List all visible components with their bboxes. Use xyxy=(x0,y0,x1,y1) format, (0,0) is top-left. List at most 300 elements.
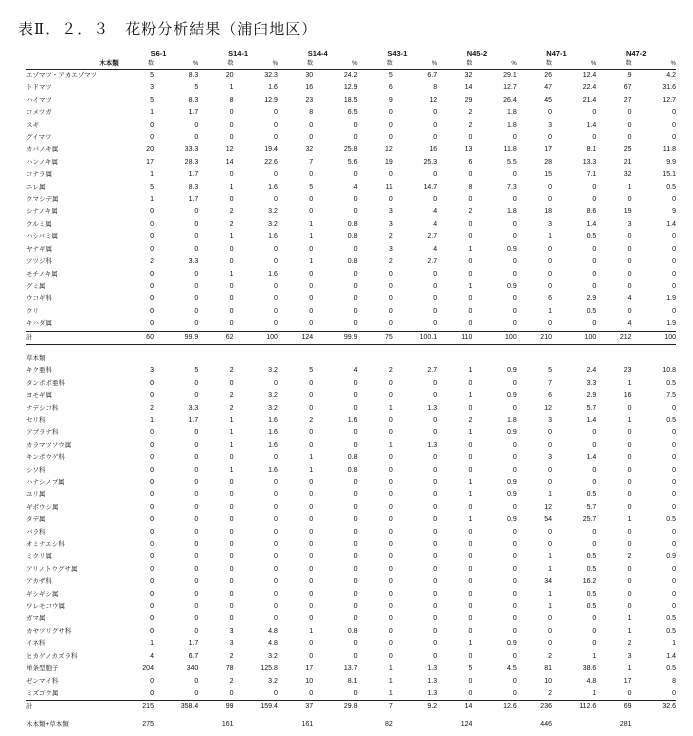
percent-cell: 0 xyxy=(672,541,676,549)
percent-cell: 0 xyxy=(672,503,676,511)
percent-cell: 5.6 xyxy=(347,158,358,166)
count-cell: 0 xyxy=(468,652,473,660)
percent-cell: 12.7 xyxy=(503,84,517,92)
count-cell: 28 xyxy=(544,158,552,166)
count-cell: 0 xyxy=(229,590,234,598)
percent-cell: 0.5 xyxy=(666,615,676,623)
count-cell: 0 xyxy=(309,392,314,400)
percent-cell: 0 xyxy=(592,627,597,635)
tree-row xyxy=(26,132,676,144)
tree-row xyxy=(26,219,676,231)
count-cell: 0 xyxy=(229,320,234,328)
count-cell: 4 xyxy=(150,652,154,660)
count-cell: 0 xyxy=(627,466,632,474)
percent-cell: 0 xyxy=(433,516,438,524)
count-cell: 1 xyxy=(229,429,234,437)
count-cell: 0 xyxy=(548,541,552,549)
count-cell: 3 xyxy=(548,454,552,462)
count-cell: 10 xyxy=(305,677,314,685)
count-cell: 1 xyxy=(468,367,473,375)
count-cell: 1 xyxy=(388,677,393,685)
count-cell: 0 xyxy=(309,245,314,253)
percent-cell: 3.2 xyxy=(268,404,278,412)
unit-header-row xyxy=(26,59,676,70)
count-cell: 0 xyxy=(309,541,314,549)
count-cell: 0 xyxy=(309,503,314,511)
count-cell: 0 xyxy=(627,270,632,278)
percent-cell: 7.1 xyxy=(586,171,597,179)
percent-cell: 0 xyxy=(672,196,676,204)
taxon-name: ウコギ科 xyxy=(26,295,52,303)
count-cell: 0 xyxy=(150,429,154,437)
count-cell: 2 xyxy=(309,416,314,424)
count-cell: 0 xyxy=(388,590,393,598)
percent-cell: 1.6 xyxy=(268,84,278,92)
taxon-name: ハシバミ属 xyxy=(26,233,59,241)
count-cell: 0 xyxy=(388,196,393,204)
percent-cell: 22.4 xyxy=(582,84,597,92)
percent-cell xyxy=(552,714,596,736)
count-cell: 1 xyxy=(548,307,552,315)
percent-label: % xyxy=(552,59,596,70)
count-cell: 0 xyxy=(468,615,473,623)
percent-cell: 0 xyxy=(353,640,358,648)
count-cell: 17 xyxy=(305,665,314,673)
count-cell: 0 xyxy=(388,134,393,142)
percent-cell: 4 xyxy=(433,208,438,216)
percent-cell: 0 xyxy=(512,258,517,266)
taxon-name: スギ xyxy=(26,121,39,129)
count-cell: 0 xyxy=(627,491,632,499)
tree-row xyxy=(26,82,676,94)
count-cell: 0 xyxy=(468,171,473,179)
percent-cell xyxy=(393,714,437,736)
percent-cell: 0 xyxy=(592,196,597,204)
percent-cell: 18.5 xyxy=(343,96,358,104)
percent-cell: 1.3 xyxy=(427,404,438,412)
count-cell: 0 xyxy=(468,677,473,685)
grand-total-row xyxy=(26,714,676,736)
tree-section-header: 木本類 xyxy=(26,59,119,70)
count-cell: 45 xyxy=(544,96,552,104)
count-cell: 0 xyxy=(229,603,234,611)
count-cell: 1 xyxy=(627,379,632,387)
count-cell: 7 xyxy=(548,379,552,387)
percent-cell: 0 xyxy=(672,565,676,573)
percent-cell: 8 xyxy=(672,677,676,685)
count-cell: 16 xyxy=(623,392,632,400)
taxon-name: キク亜科 xyxy=(26,367,52,375)
herb-row xyxy=(26,576,676,588)
percent-cell: 0 xyxy=(353,689,358,697)
count-cell: 0 xyxy=(309,429,314,437)
percent-cell: 0 xyxy=(194,627,199,635)
count-cell: 161 xyxy=(221,720,234,728)
count-cell: 0 xyxy=(627,196,632,204)
count-cell: 2 xyxy=(388,367,393,375)
count-cell: 0 xyxy=(150,208,154,216)
count-cell: 0 xyxy=(548,258,552,266)
count-cell: 2 xyxy=(468,416,473,424)
percent-cell: 11.8 xyxy=(662,146,676,154)
percent-cell: 11.8 xyxy=(503,146,517,154)
count-cell: 0 xyxy=(548,640,552,648)
count-cell: 17 xyxy=(146,158,154,166)
percent-cell: 0 xyxy=(512,689,517,697)
count-cell: 0 xyxy=(388,528,393,536)
tree-row xyxy=(26,293,676,305)
percent-cell: 1.6 xyxy=(268,270,278,278)
percent-cell: 0.8 xyxy=(347,258,358,266)
percent-cell: 0 xyxy=(592,441,597,449)
herb-row xyxy=(26,589,676,601)
percent-cell: 4 xyxy=(433,220,438,228)
count-cell: 0 xyxy=(150,603,154,611)
percent-cell: 0 xyxy=(512,677,517,685)
percent-cell: 0 xyxy=(194,429,199,437)
percent-cell: 0.9 xyxy=(506,367,517,375)
percent-cell: 1.6 xyxy=(268,233,278,241)
herb-row xyxy=(26,403,676,415)
percent-cell: 0 xyxy=(274,590,278,598)
percent-cell: 0 xyxy=(274,245,278,253)
count-cell: 2 xyxy=(150,404,154,412)
count-cell: 3 xyxy=(548,220,552,228)
percent-cell: 0 xyxy=(512,603,517,611)
taxon-name: グミ属 xyxy=(26,282,46,290)
count-cell: 0 xyxy=(548,615,552,623)
percent-cell: 0.8 xyxy=(347,454,358,462)
count-cell: 0 xyxy=(468,590,473,598)
count-cell: 0 xyxy=(309,603,314,611)
percent-cell: 0 xyxy=(194,615,199,623)
percent-cell: 0 xyxy=(512,553,517,561)
count-label: 数 xyxy=(596,59,631,70)
percent-cell: 100 xyxy=(552,331,596,344)
count-cell: 0 xyxy=(468,404,473,412)
count-cell: 1 xyxy=(229,416,234,424)
corner-cell xyxy=(26,48,119,59)
percent-cell: 0 xyxy=(274,295,278,303)
herb-row xyxy=(26,539,676,551)
count-cell: 0 xyxy=(309,379,314,387)
percent-cell: 9 xyxy=(672,208,676,216)
taxon-name: イネ科 xyxy=(26,640,46,648)
count-cell: 1 xyxy=(548,553,552,561)
percent-cell: 1.7 xyxy=(188,416,199,424)
percent-cell: 0 xyxy=(512,615,517,623)
count-cell: 3 xyxy=(388,245,393,253)
percent-cell: 0 xyxy=(353,590,358,598)
percent-cell: 3.3 xyxy=(188,258,199,266)
percent-cell: 0.5 xyxy=(586,565,597,573)
count-cell: 3 xyxy=(627,652,632,660)
percent-cell: 0.5 xyxy=(666,379,676,387)
count-cell: 3 xyxy=(229,640,234,648)
count-cell: 0 xyxy=(468,379,473,387)
count-cell: 6 xyxy=(548,295,552,303)
count-cell: 2 xyxy=(229,208,234,216)
count-cell: 0 xyxy=(229,541,234,549)
count-cell: 0 xyxy=(468,441,473,449)
count-cell: 0 xyxy=(150,491,154,499)
count-cell: 0 xyxy=(309,615,314,623)
percent-cell: 0 xyxy=(194,553,199,561)
percent-cell: 0 xyxy=(274,379,278,387)
percent-cell: 99.9 xyxy=(313,331,357,344)
count-cell: 1 xyxy=(627,416,632,424)
count-cell: 0 xyxy=(309,441,314,449)
count-cell: 0 xyxy=(627,233,632,241)
count-cell: 0 xyxy=(229,454,234,462)
percent-cell: 0 xyxy=(274,503,278,511)
count-cell: 32 xyxy=(623,171,632,179)
percent-cell: 0.5 xyxy=(666,416,676,424)
count-cell: 0 xyxy=(627,404,632,412)
count-cell: 7 xyxy=(358,701,393,714)
site-label: N47-1 xyxy=(546,49,567,58)
count-cell: 1 xyxy=(229,270,234,278)
herb-row xyxy=(26,365,676,377)
count-cell: 1 xyxy=(627,183,632,191)
taxon-name: ユリ属 xyxy=(26,491,46,499)
count-cell: 0 xyxy=(309,404,314,412)
count-cell: 5 xyxy=(388,72,393,79)
percent-cell: 0 xyxy=(592,245,597,253)
count-cell: 67 xyxy=(623,84,632,92)
count-cell: 0 xyxy=(388,109,393,117)
count-cell: 5 xyxy=(309,183,314,191)
taxon-name: キハダ属 xyxy=(26,320,52,328)
page-title: 表Ⅱ．２．３ 花粉分析結果（浦臼地区） xyxy=(18,20,318,38)
percent-cell: 0 xyxy=(353,491,358,499)
percent-cell: 0 xyxy=(274,578,278,586)
count-cell: 0 xyxy=(468,603,473,611)
count-cell: 3 xyxy=(548,121,552,129)
taxon-name: ワレモコウ属 xyxy=(26,603,65,611)
count-cell: 60 xyxy=(119,331,154,344)
percent-cell: 16.2 xyxy=(582,578,597,586)
count-cell: 0 xyxy=(388,429,393,437)
herb-total-row xyxy=(26,701,676,714)
count-cell: 0 xyxy=(150,677,154,685)
herb-row xyxy=(26,427,676,439)
count-cell: 99 xyxy=(198,701,233,714)
percent-cell: 0 xyxy=(512,454,517,462)
tree-row xyxy=(26,144,676,156)
tree-row xyxy=(26,107,676,119)
percent-cell: 0 xyxy=(433,171,438,179)
count-cell: 1 xyxy=(468,392,473,400)
count-cell: 1 xyxy=(388,404,393,412)
count-cell: 2 xyxy=(468,121,473,129)
count-cell: 0 xyxy=(468,258,473,266)
tree-row xyxy=(26,157,676,169)
percent-cell: 0 xyxy=(592,258,597,266)
count-cell: 2 xyxy=(229,677,234,685)
percent-cell xyxy=(313,714,357,736)
percent-cell: 29.1 xyxy=(503,72,517,79)
count-cell: 1 xyxy=(229,466,234,474)
count-label: 数 xyxy=(198,59,233,70)
count-cell: 0 xyxy=(309,208,314,216)
herb-row xyxy=(26,502,676,514)
percent-cell: 0 xyxy=(274,258,278,266)
percent-cell: 0 xyxy=(353,282,358,290)
count-cell: 0 xyxy=(388,392,393,400)
percent-cell: 9.9 xyxy=(666,158,676,166)
percent-cell: 1.4 xyxy=(586,220,597,228)
count-cell: 1 xyxy=(309,258,314,266)
percent-cell: 0 xyxy=(433,295,438,303)
count-cell: 1 xyxy=(309,627,314,635)
percent-label: % xyxy=(234,59,278,70)
percent-cell xyxy=(154,714,198,736)
count-cell: 0 xyxy=(627,541,632,549)
percent-cell: 10.8 xyxy=(662,367,676,375)
count-cell: 0 xyxy=(388,603,393,611)
count-cell: 1 xyxy=(548,491,552,499)
count-cell: 0 xyxy=(309,270,314,278)
count-label: 数 xyxy=(278,59,313,70)
percent-cell: 0 xyxy=(433,416,438,424)
count-cell: 0 xyxy=(468,689,473,697)
taxon-name: ゼンマイ科 xyxy=(26,677,59,685)
count-cell: 0 xyxy=(388,379,393,387)
percent-cell: 12.6 xyxy=(472,701,516,714)
percent-cell: 1.7 xyxy=(188,196,199,204)
count-cell: 0 xyxy=(150,441,154,449)
count-cell: 0 xyxy=(548,134,552,142)
percent-cell: 0 xyxy=(194,233,199,241)
count-cell: 0 xyxy=(627,528,632,536)
tree-row xyxy=(26,256,676,268)
count-cell: 446 xyxy=(540,720,552,728)
count-cell: 0 xyxy=(150,121,154,129)
percent-cell: 7.5 xyxy=(666,392,676,400)
percent-cell: 5.7 xyxy=(586,404,597,412)
count-cell: 0 xyxy=(627,565,632,573)
herb-row xyxy=(26,477,676,489)
percent-cell: 0 xyxy=(353,603,358,611)
count-cell: 0 xyxy=(388,270,393,278)
count-cell: 0 xyxy=(309,528,314,536)
percent-cell: 0 xyxy=(274,615,278,623)
count-label: 数 xyxy=(437,59,472,70)
blank-cell xyxy=(119,353,676,365)
count-cell: 1 xyxy=(548,233,552,241)
percent-cell: 1.8 xyxy=(506,121,517,129)
percent-cell: 32.6 xyxy=(632,701,676,714)
count-cell: 81 xyxy=(544,665,552,673)
percent-cell: 0 xyxy=(512,196,517,204)
percent-cell: 0 xyxy=(194,379,199,387)
percent-cell: 0 xyxy=(274,134,278,142)
percent-cell: 0 xyxy=(194,603,199,611)
percent-cell: 0 xyxy=(194,392,199,400)
count-cell: 0 xyxy=(548,282,552,290)
count-cell: 0 xyxy=(388,578,393,586)
taxon-name: ハイマツ xyxy=(26,96,52,104)
count-cell: 1 xyxy=(229,233,234,241)
percent-cell: 1.4 xyxy=(586,416,597,424)
count-cell: 281 xyxy=(619,720,632,728)
herb-section-header: 草本類 xyxy=(26,354,46,362)
percent-cell: 0 xyxy=(194,121,199,129)
taxon-name: ガマ属 xyxy=(26,615,46,623)
herb-row xyxy=(26,415,676,427)
count-cell: 0 xyxy=(229,171,234,179)
percent-cell: 0 xyxy=(274,171,278,179)
percent-cell: 0 xyxy=(274,491,278,499)
percent-cell: 0 xyxy=(274,528,278,536)
count-label: 数 xyxy=(119,59,154,70)
percent-cell: 0 xyxy=(672,578,676,586)
percent-cell: 0 xyxy=(592,134,597,142)
count-cell: 0 xyxy=(309,196,314,204)
count-cell: 0 xyxy=(150,541,154,549)
count-cell: 1 xyxy=(150,416,154,424)
count-cell: 0 xyxy=(388,652,393,660)
percent-cell: 2.9 xyxy=(586,295,597,303)
count-cell: 54 xyxy=(544,516,552,524)
percent-cell: 19.4 xyxy=(264,146,278,154)
herb-row xyxy=(26,564,676,576)
count-cell: 0 xyxy=(309,171,314,179)
count-cell: 124 xyxy=(278,331,313,344)
percent-cell: 32.3 xyxy=(264,72,278,79)
count-cell: 0 xyxy=(388,553,393,561)
count-cell: 0 xyxy=(468,134,473,142)
percent-cell: 0 xyxy=(274,109,278,117)
percent-cell: 13.3 xyxy=(582,158,597,166)
percent-cell: 0 xyxy=(672,404,676,412)
percent-cell: 0.5 xyxy=(586,307,597,315)
percent-cell: 0 xyxy=(592,466,597,474)
percent-cell: 0 xyxy=(194,590,199,598)
percent-cell: 0 xyxy=(512,503,517,511)
percent-cell: 0 xyxy=(433,565,438,573)
count-cell: 0 xyxy=(388,320,393,328)
percent-cell: 0 xyxy=(512,171,517,179)
percent-cell: 25.3 xyxy=(423,158,438,166)
percent-cell: 4 xyxy=(353,367,358,375)
count-cell: 18 xyxy=(544,208,552,216)
percent-cell: 0 xyxy=(433,627,438,635)
percent-cell: 0 xyxy=(512,307,517,315)
count-cell: 4 xyxy=(627,320,632,328)
percent-cell: 0 xyxy=(512,404,517,412)
percent-cell: 0 xyxy=(274,307,278,315)
count-cell: 34 xyxy=(544,578,552,586)
percent-cell: 0 xyxy=(274,553,278,561)
count-cell: 0 xyxy=(548,479,552,486)
taxon-name: キンポウゲ科 xyxy=(26,454,65,462)
percent-cell: 3.3 xyxy=(586,379,597,387)
percent-cell: 0 xyxy=(353,208,358,216)
count-cell: 0 xyxy=(150,320,154,328)
count-cell: 1 xyxy=(548,565,552,573)
count-cell: 0 xyxy=(150,307,154,315)
percent-cell: 1.4 xyxy=(586,121,597,129)
count-cell: 1 xyxy=(468,640,473,648)
percent-cell: 0 xyxy=(353,503,358,511)
count-cell: 6 xyxy=(548,392,552,400)
herb-row xyxy=(26,601,676,613)
percent-cell: 0 xyxy=(194,578,199,586)
count-cell: 0 xyxy=(150,516,154,524)
count-cell: 9 xyxy=(388,96,393,104)
